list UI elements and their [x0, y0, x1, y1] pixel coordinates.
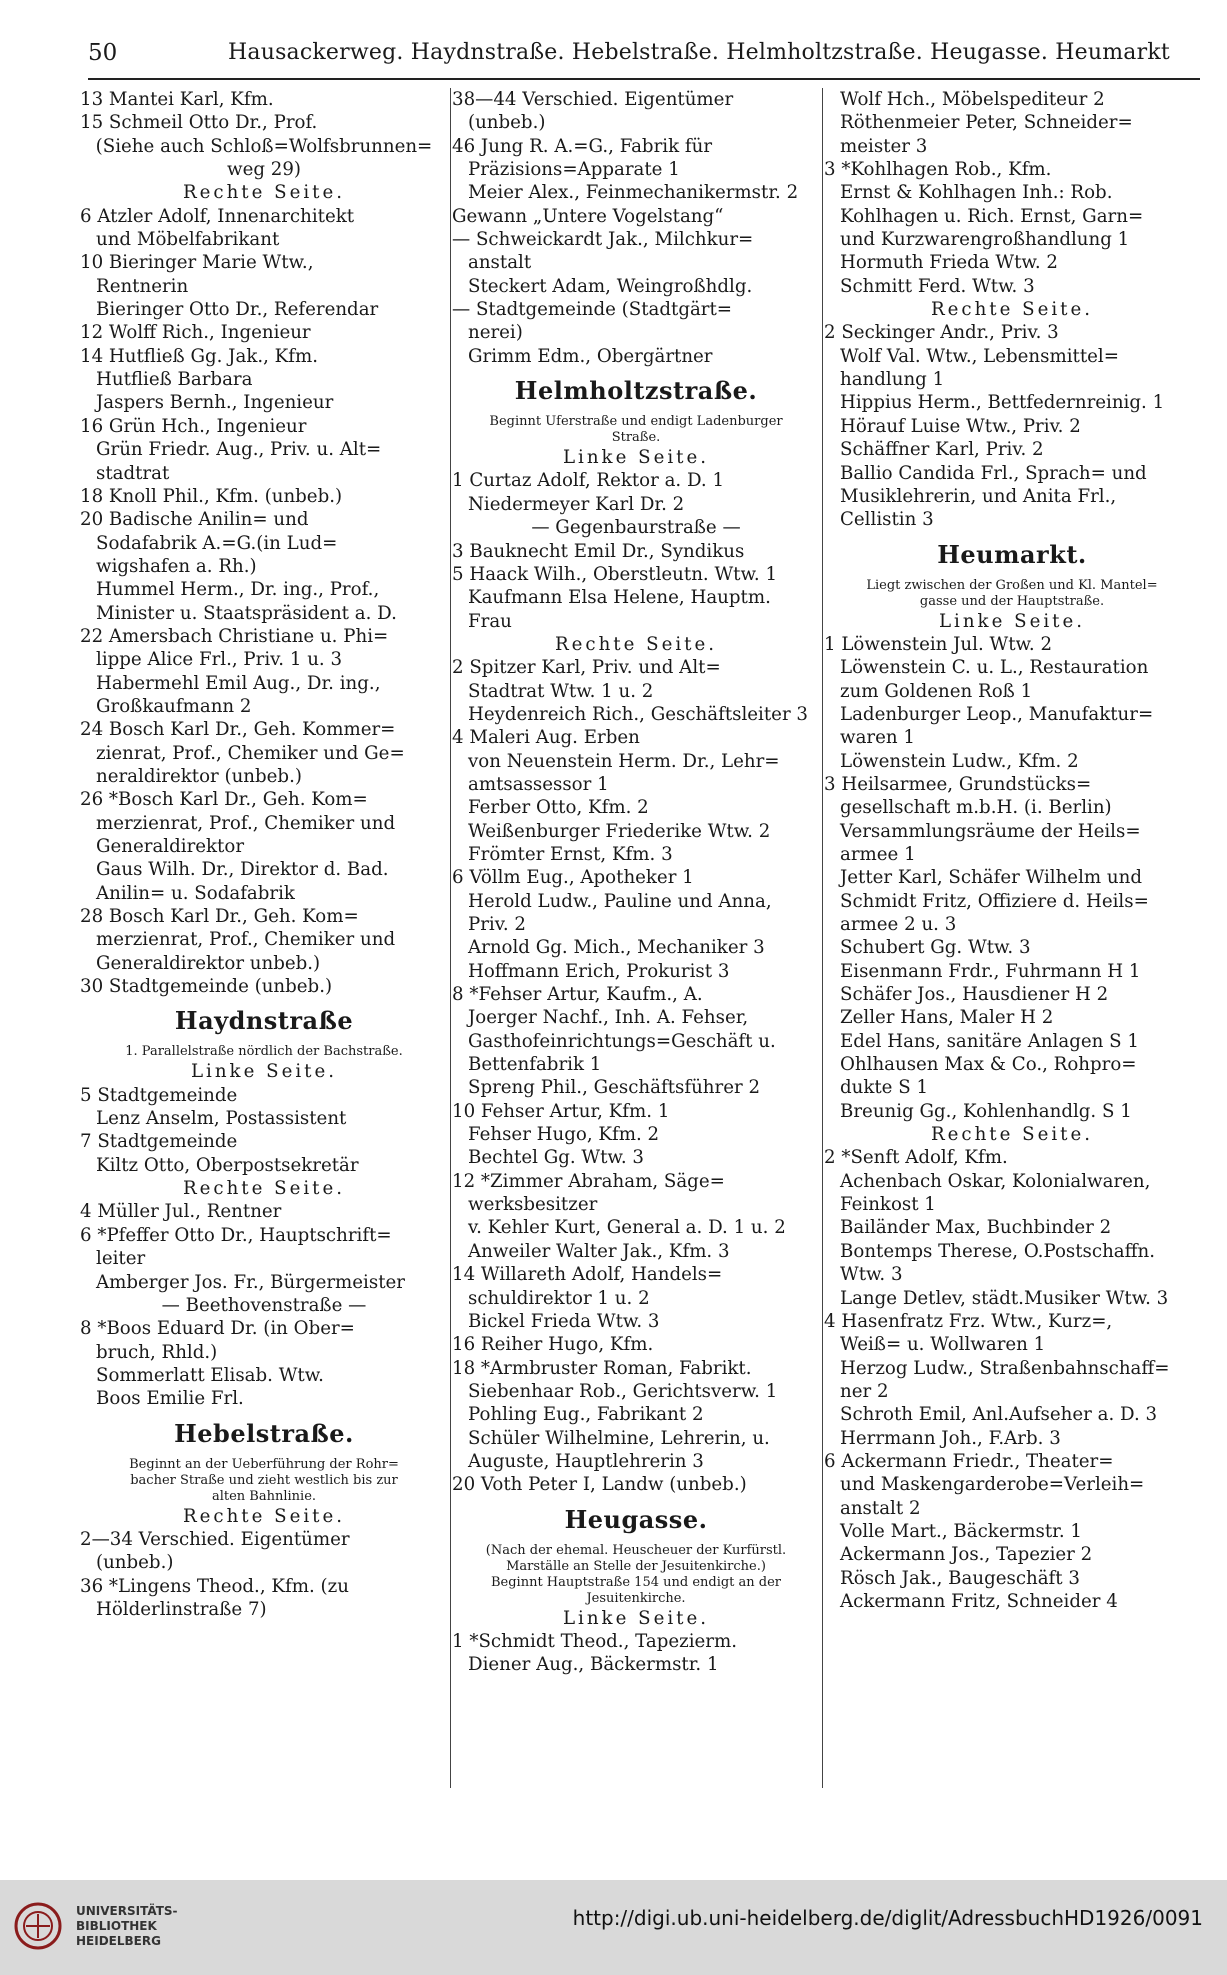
- entry-line: Schäffner Karl, Priv. 2: [840, 439, 1044, 461]
- footer-bar: [0, 1880, 1227, 1975]
- entry-line: Cellistin 3: [840, 509, 934, 531]
- entry-line: 20 Badische Anilin= und: [80, 509, 309, 531]
- entry-line: bruch, Rhld.): [96, 1341, 218, 1363]
- entry-line: zum Goldenen Roß 1: [840, 680, 1033, 702]
- entry-line: Bontemps Therese, O.Postschaffn.: [840, 1240, 1156, 1262]
- street-description: gasse und der Hauptstraße.: [919, 593, 1105, 609]
- entry-line: Großkaufmann 2: [96, 695, 252, 717]
- entry-line: amtsassessor 1: [468, 773, 609, 795]
- entry-line: werksbesitzer: [468, 1194, 598, 1216]
- entry-line: Kohlhagen u. Rich. Ernst, Garn=: [840, 205, 1144, 227]
- entry-line: Edel Hans, sanitäre Anlagen S 1: [840, 1030, 1139, 1052]
- entry-line: 18 Knoll Phil., Kfm. (unbeb.): [80, 485, 343, 507]
- street-description: bacher Straße und zieht westlich bis zur: [130, 1472, 398, 1488]
- column-divider: [450, 88, 451, 1788]
- entry-line: Frau: [468, 610, 512, 632]
- column-middle: [452, 88, 820, 1788]
- entry-line: 20 Voth Peter I, Landw (unbeb.): [452, 1474, 747, 1496]
- entry-line: armee 1: [840, 843, 916, 865]
- entry-line: Sommerlatt Elisab. Wtw.: [96, 1364, 324, 1386]
- entry-line: Bailänder Max, Buchbinder 2: [840, 1217, 1112, 1239]
- side-heading: Rechte Seite.: [930, 299, 1094, 321]
- entry-line: 26 *Bosch Karl Dr., Geh. Kom=: [80, 789, 368, 811]
- entry-line: 6 Atzler Adolf, Innenarchitekt: [80, 205, 355, 227]
- entry-line: Hutfließ Barbara: [96, 369, 253, 391]
- entry-line: handlung 1: [840, 369, 945, 391]
- entry-line: (unbeb.): [468, 112, 546, 134]
- street-heading: Haydnstraße: [174, 1006, 354, 1036]
- entry-line: Wolf Hch., Möbelspediteur 2: [840, 89, 1105, 110]
- entry-line: 38—44 Verschied. Eigentümer: [452, 89, 734, 110]
- entry-line: — Stadtgemeinde (Stadtgärt=: [452, 299, 733, 321]
- entry-line: Pohling Eug., Fabrikant 2: [468, 1404, 704, 1426]
- entry-line: 15 Schmeil Otto Dr., Prof.: [80, 112, 318, 134]
- entry-line: 10 Fehser Artur, Kfm. 1: [452, 1100, 670, 1122]
- entry-line: leiter: [96, 1248, 146, 1270]
- entry-line: Bechtel Gg. Wtw. 3: [468, 1147, 644, 1169]
- entry-line: — Gegenbaurstraße —: [531, 517, 741, 539]
- entry-line: 4 Müller Jul., Rentner: [80, 1201, 282, 1223]
- entry-line: und Maskengarderobe=Verleih=: [840, 1474, 1145, 1496]
- entry-line: 4 Maleri Aug. Erben: [452, 727, 640, 749]
- entry-line: Ohlhausen Max & Co., Rohpro=: [840, 1054, 1137, 1076]
- entry-line: Fehser Hugo, Kfm. 2: [468, 1124, 660, 1146]
- side-heading: Rechte Seite.: [182, 1505, 346, 1527]
- entry-line: 6 Ackermann Friedr., Theater=: [824, 1450, 1114, 1472]
- page-header: [88, 40, 1170, 74]
- entry-line: Schmidt Fritz, Offiziere d. Heils=: [840, 890, 1149, 912]
- street-description: Beginnt Hauptstraße 154 und endigt an der: [490, 1574, 782, 1590]
- entry-line: (Siehe auch Schloß=Wolfsbrunnen=: [95, 135, 433, 157]
- entry-line: Ballio Candida Frl., Sprach= und: [840, 462, 1147, 484]
- street-description: Jesuitenkirche.: [586, 1590, 686, 1606]
- entry-line: ner 2: [840, 1380, 889, 1402]
- entry-line: und Möbelfabrikant: [96, 229, 280, 251]
- entry-line: 36 *Lingens Theod., Kfm. (zu: [80, 1575, 349, 1597]
- entry-line: 2 Spitzer Karl, Priv. und Alt=: [452, 657, 721, 679]
- entry-line: 28 Bosch Karl Dr., Geh. Kom=: [80, 906, 359, 928]
- side-heading: Rechte Seite.: [182, 1178, 346, 1200]
- entry-line: Schubert Gg. Wtw. 3: [840, 937, 1031, 959]
- street-description: Marställe an Stelle der Jesuitenkirche.): [506, 1558, 766, 1574]
- entry-line: schuldirektor 1 u. 2: [468, 1287, 650, 1309]
- entry-line: Wtw. 3: [840, 1264, 903, 1286]
- entry-line: Kiltz Otto, Oberpostsekretär: [96, 1154, 359, 1176]
- entry-line: Grün Friedr. Aug., Priv. u. Alt=: [96, 439, 382, 461]
- entry-line: Gewann „Untere Vogelstang“: [452, 205, 724, 227]
- entry-line: Schroth Emil, Anl.Aufseher a. D. 3: [840, 1404, 1158, 1426]
- entry-line: Hölderlinstraße 7): [96, 1598, 267, 1620]
- street-description: Straße.: [611, 430, 661, 446]
- entry-line: Zeller Hans, Maler H 2: [840, 1007, 1054, 1029]
- entry-line: Ferber Otto, Kfm. 2: [468, 797, 649, 819]
- entry-line: (unbeb.): [96, 1552, 174, 1574]
- entry-line: Sodafabrik A.=G.(in Lud=: [96, 532, 338, 554]
- street-description: 1. Parallelstraße nördlich der Bachstraße.: [125, 1044, 403, 1060]
- entry-line: 2 *Senft Adolf, Kfm.: [824, 1147, 1008, 1169]
- entry-line: 12 Wolff Rich., Ingenieur: [80, 322, 311, 344]
- entry-line: Priv. 2: [468, 914, 526, 935]
- entry-line: Gasthofeinrichtungs=Geschäft u.: [468, 1030, 776, 1052]
- entry-line: 24 Bosch Karl Dr., Geh. Kommer=: [80, 719, 396, 741]
- entry-line: Eisenmann Frdr., Fuhrmann H 1: [840, 960, 1141, 982]
- entry-line: Herrmann Joh., F.Arb. 3: [840, 1427, 1061, 1449]
- entry-line: Ackermann Jos., Tapezier 2: [840, 1544, 1093, 1566]
- entry-line: Hummel Herm., Dr. ing., Prof.,: [96, 579, 380, 601]
- entry-line: 3 Bauknecht Emil Dr., Syndikus: [452, 540, 745, 562]
- entry-line: anstalt: [468, 252, 532, 274]
- entry-line: Meier Alex., Feinmechanikermstr. 2: [468, 182, 799, 204]
- entry-line: Joerger Nachf., Inh. A. Fehser,: [468, 1007, 749, 1029]
- entry-line: Musiklehrerin, und Anita Frl.,: [840, 485, 1117, 507]
- entry-line: Boos Emilie Frl.: [96, 1388, 244, 1410]
- entry-line: Amberger Jos. Fr., Bürgermeister: [96, 1271, 405, 1293]
- entry-line: 14 Hutfließ Gg. Jak., Kfm.: [80, 345, 319, 367]
- entry-line: Gaus Wilh. Dr., Direktor d. Bad.: [96, 859, 389, 881]
- entry-line: 12 *Zimmer Abraham, Säge=: [452, 1170, 725, 1192]
- street-description: Liegt zwischen der Großen und Kl. Mantel=: [866, 577, 1158, 593]
- street-heading: Heumarkt.: [937, 539, 1087, 569]
- entry-line: stadtrat: [96, 462, 170, 484]
- entry-line: 1 Curtaz Adolf, Rektor a. D. 1: [452, 470, 725, 492]
- entry-line: Minister u. Staatspräsident a. D.: [96, 602, 397, 624]
- entry-line: 13 Mantei Karl, Kfm.: [80, 89, 274, 110]
- entry-line: 1 *Schmidt Theod., Tapezierm.: [452, 1630, 737, 1652]
- entry-line: 6 *Pfeffer Otto Dr., Hauptschrift=: [80, 1224, 392, 1246]
- entry-line: nerei): [468, 322, 523, 344]
- entry-line: 46 Jung R. A.=G., Fabrik für: [452, 135, 713, 157]
- entry-line: Schäfer Jos., Hausdiener H 2: [840, 984, 1109, 1006]
- entry-line: Schmitt Ferd. Wtw. 3: [840, 275, 1035, 297]
- entry-line: Diener Aug., Bäckermstr. 1: [468, 1654, 719, 1676]
- street-description: Beginnt an der Ueberführung der Rohr=: [129, 1456, 399, 1472]
- entry-line: Ernst & Kohlhagen Inh.: Rob.: [840, 182, 1113, 204]
- street-heading: Helmholtzstraße.: [514, 376, 758, 406]
- entry-line: Bickel Frieda Wtw. 3: [468, 1310, 660, 1332]
- entry-line: 5 Stadtgemeinde: [80, 1084, 238, 1106]
- entry-line: Wolf Val. Wtw., Lebensmittel=: [840, 345, 1119, 367]
- entry-line: Hörauf Luise Wtw., Priv. 2: [840, 415, 1081, 437]
- entry-line: 16 Reiher Hugo, Kfm.: [452, 1334, 654, 1356]
- entry-line: 10 Bieringer Marie Wtw.,: [80, 252, 314, 274]
- side-heading: Rechte Seite.: [930, 1124, 1094, 1146]
- entry-line: 3 Heilsarmee, Grundstücks=: [824, 773, 1092, 795]
- entry-line: Bettenfabrik 1: [468, 1054, 602, 1076]
- entry-line: 1 Löwenstein Jul. Wtw. 2: [824, 633, 1053, 655]
- entry-line: 8 *Fehser Artur, Kaufm., A.: [452, 984, 703, 1006]
- library-name: UNIVERSITÄTS- BIBLIOTHEK HEIDELBERG: [76, 1904, 178, 1948]
- entry-line: 5 Haack Wilh., Oberstleutn. Wtw. 1: [452, 563, 778, 585]
- entry-line: meister 3: [840, 135, 928, 157]
- entry-line: zienrat, Prof., Chemiker und Ge=: [96, 742, 405, 764]
- entry-line: Herzog Ludw., Straßenbahnschaff=: [840, 1357, 1170, 1379]
- entry-line: Niedermeyer Karl Dr. 2: [468, 493, 685, 515]
- entry-line: neraldirektor (unbeb.): [96, 765, 302, 787]
- entry-line: Anilin= u. Sodafabrik: [96, 882, 295, 904]
- entry-line: 3 *Kohlhagen Rob., Kfm.: [824, 159, 1052, 181]
- side-heading: Linke Seite.: [562, 1607, 710, 1629]
- university-seal-icon: [14, 1902, 62, 1950]
- entry-line: Löwenstein C. u. L., Restauration: [840, 657, 1149, 679]
- entry-line: Röthenmeier Peter, Schneider=: [840, 112, 1133, 134]
- entry-line: dukte S 1: [840, 1077, 929, 1099]
- column-right: [824, 88, 1200, 1788]
- entry-line: anstalt 2: [840, 1497, 921, 1519]
- entry-line: 4 Hasenfratz Frz. Wtw., Kurz=,: [824, 1310, 1113, 1332]
- entry-line: Generaldirektor: [96, 836, 245, 857]
- entry-line: Löwenstein Ludw., Kfm. 2: [840, 750, 1079, 772]
- entry-line: Jetter Karl, Schäfer Wilhelm und: [840, 867, 1142, 889]
- entry-line: Rentnerin: [96, 275, 189, 297]
- entry-line: Siebenhaar Rob., Gerichtsverw. 1: [468, 1380, 778, 1402]
- entry-line: Schüler Wilhelmine, Lehrerin, u.: [468, 1427, 770, 1449]
- entry-line: armee 2 u. 3: [840, 914, 957, 935]
- entry-line: weg 29): [227, 159, 301, 181]
- entry-line: 7 Stadtgemeinde: [80, 1131, 238, 1153]
- entry-line: — Schweickardt Jak., Milchkur=: [452, 229, 754, 251]
- entry-line: Ladenburger Leop., Manufaktur=: [840, 703, 1154, 725]
- entry-line: von Neuenstein Herm. Dr., Lehr=: [468, 750, 780, 772]
- entry-line: Stadtrat Wtw. 1 u. 2: [468, 680, 654, 702]
- entry-line: Steckert Adam, Weingroßhdlg.: [468, 275, 753, 297]
- entry-line: 8 *Boos Eduard Dr. (in Ober=: [80, 1318, 355, 1340]
- entry-line: wigshafen a. Rh.): [96, 555, 257, 577]
- running-title: Hausackerweg. Haydnstraße. Hebelstraße. Helmholtzstraße. Heugasse. Heumarkt: [228, 40, 1170, 65]
- entry-line: Breunig Gg., Kohlenhandlg. S 1: [840, 1100, 1132, 1122]
- entry-line: Achenbach Oskar, Kolonialwaren,: [840, 1170, 1151, 1192]
- entry-line: Präzisions=Apparate 1: [468, 159, 680, 181]
- entry-line: Jaspers Bernh., Ingenieur: [96, 392, 334, 414]
- header-rule: [88, 78, 1200, 80]
- street-description: alten Bahnlinie.: [211, 1488, 317, 1504]
- street-heading: Heugasse.: [564, 1504, 708, 1534]
- side-heading: Rechte Seite.: [182, 182, 346, 204]
- column-divider: [822, 88, 823, 1788]
- entry-line: und Kurzwarengroßhandlung 1: [840, 229, 1130, 251]
- entry-line: Grimm Edm., Obergärtner: [468, 345, 713, 367]
- entry-line: Frömter Ernst, Kfm. 3: [468, 843, 673, 865]
- entry-line: gesellschaft m.b.H. (i. Berlin): [840, 797, 1112, 819]
- entry-line: Hormuth Frieda Wtw. 2: [840, 252, 1058, 274]
- entry-line: Heydenreich Rich., Geschäftsleiter 3: [468, 703, 808, 725]
- entry-line: Feinkost 1: [840, 1194, 936, 1216]
- page-number: 50: [88, 40, 118, 66]
- entry-line: v. Kehler Kurt, General a. D. 1 u. 2: [468, 1217, 786, 1239]
- side-heading: Linke Seite.: [190, 1061, 338, 1083]
- entry-line: 2—34 Verschied. Eigentümer: [80, 1528, 350, 1550]
- entry-line: Bieringer Otto Dr., Referendar: [96, 299, 379, 321]
- entry-line: 16 Grün Hch., Ingenieur: [80, 415, 307, 437]
- entry-line: 22 Amersbach Christiane u. Phi=: [80, 625, 389, 647]
- entry-line: Kaufmann Elsa Helene, Hauptm.: [468, 587, 771, 609]
- column-left: [80, 88, 448, 1788]
- entry-line: Volle Mart., Bäckermstr. 1: [840, 1520, 1082, 1542]
- entry-line: Herold Ludw., Pauline und Anna,: [468, 890, 772, 912]
- entry-line: Hippius Herm., Bettfedernreinig. 1: [840, 392, 1165, 414]
- street-description: Beginnt Uferstraße und endigt Ladenburger: [489, 414, 783, 430]
- entry-line: Lange Detlev, städt.Musiker Wtw. 3: [840, 1287, 1169, 1309]
- entry-line: 18 *Armbruster Roman, Fabrikt.: [452, 1357, 752, 1379]
- entry-line: — Beethovenstraße —: [161, 1294, 367, 1316]
- entry-line: Versammlungsräume der Heils=: [840, 820, 1141, 842]
- street-heading: Hebelstraße.: [174, 1418, 354, 1448]
- side-heading: Linke Seite.: [562, 447, 710, 469]
- entry-line: Arnold Gg. Mich., Mechaniker 3: [468, 937, 765, 959]
- street-description: (Nach der ehemal. Heuscheuer der Kurfürstl.: [485, 1542, 787, 1558]
- entry-line: merzienrat, Prof., Chemiker und: [96, 812, 396, 834]
- entry-line: Weiß= u. Wollwaren 1: [840, 1334, 1046, 1356]
- side-heading: Linke Seite.: [938, 610, 1086, 632]
- entry-line: 30 Stadtgemeinde (unbeb.): [80, 976, 333, 998]
- entry-line: 6 Völlm Eug., Apotheker 1: [452, 867, 694, 889]
- entry-line: waren 1: [840, 727, 915, 749]
- entry-line: 14 Willareth Adolf, Handels=: [452, 1264, 723, 1286]
- entry-line: Lenz Anselm, Postassistent: [96, 1108, 347, 1130]
- entry-line: Ackermann Fritz, Schneider 4: [840, 1590, 1118, 1612]
- entry-line: lippe Alice Frl., Priv. 1 u. 3: [96, 649, 343, 671]
- entry-line: Auguste, Hauptlehrerin 3: [468, 1450, 704, 1472]
- entry-line: Anweiler Walter Jak., Kfm. 3: [468, 1240, 730, 1262]
- entry-line: 2 Seckinger Andr., Priv. 3: [824, 322, 1059, 344]
- entry-line: Spreng Phil., Geschäftsführer 2: [468, 1077, 761, 1099]
- side-heading: Rechte Seite.: [554, 633, 718, 655]
- entry-line: Generaldirektor unbeb.): [96, 952, 321, 974]
- entry-line: Hoffmann Erich, Prokurist 3: [468, 960, 730, 982]
- entry-line: Rösch Jak., Baugeschäft 3: [840, 1567, 1080, 1589]
- entry-line: merzienrat, Prof., Chemiker und: [96, 929, 396, 951]
- source-url-link[interactable]: http://digi.ub.uni-heidelberg.de/diglit/AdressbuchHD1926/0091: [572, 1906, 1203, 1930]
- entry-line: Weißenburger Friederike Wtw. 2: [468, 820, 771, 842]
- entry-line: Habermehl Emil Aug., Dr. ing.,: [96, 672, 381, 694]
